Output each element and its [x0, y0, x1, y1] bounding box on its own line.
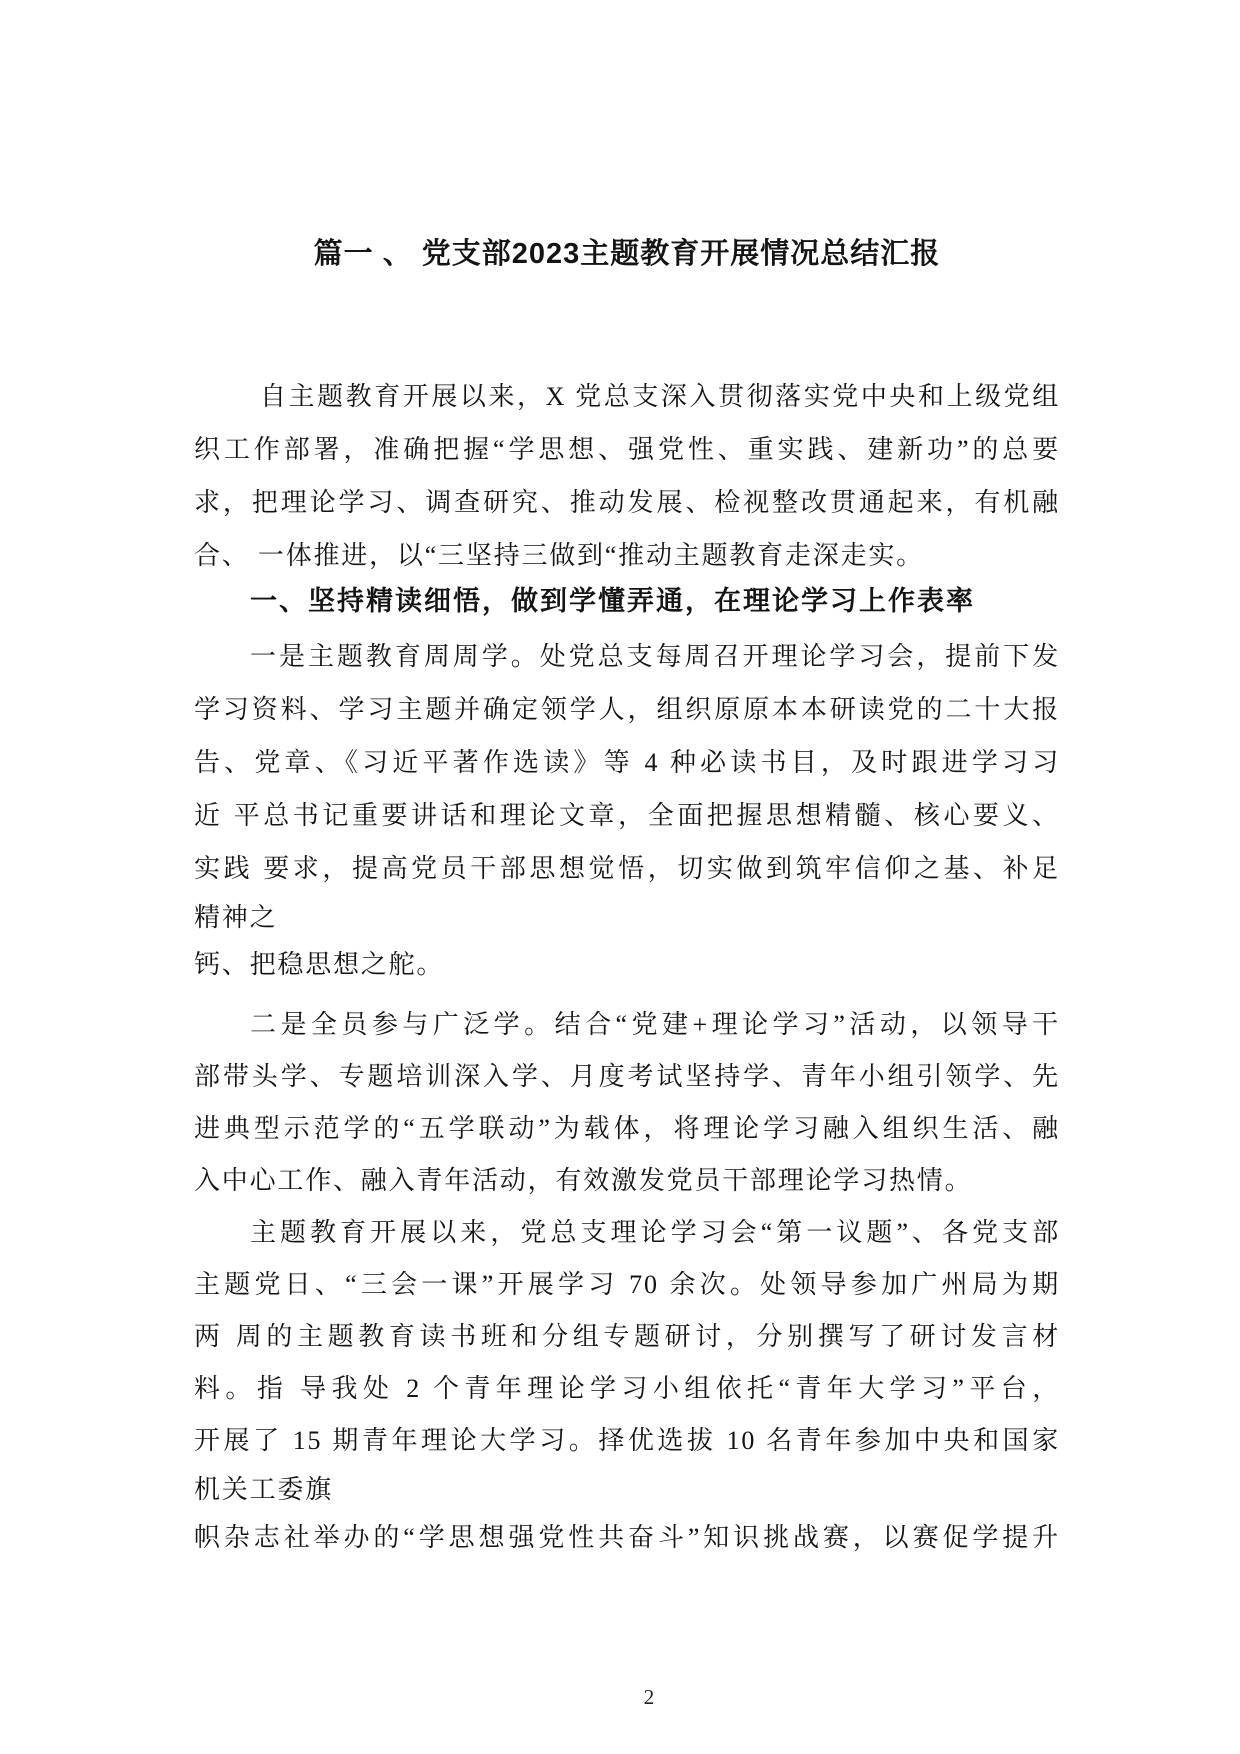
text-line: 开展了 15 期青年理论大学习。择优选拔 10 名青年参加中央和国家: [194, 1426, 1060, 1455]
text-line: 实践 要求，提高党员干部思想觉悟，切实做到筑牢信仰之基、补足: [194, 854, 1060, 883]
text-line: 进典型示范学的“五学联动”为载体，将理论学习融入组织生活、融: [194, 1114, 1060, 1143]
text-line: 近 平总书记重要讲话和理论文章，全面把握思想精髓、核心要义、: [194, 801, 1060, 830]
section-heading: 一、坚持精读细悟，做到学懂弄通，在理论学习上作表率: [250, 586, 975, 616]
text-line: 学习资料、学习主题并确定领学人，组织原原本本研读党的二十大报: [194, 695, 1060, 724]
text-line: 钙、把稳思想之舵。: [194, 950, 445, 979]
text-line: 机关工委旗: [194, 1475, 334, 1504]
text-line: 部带头学、专题培训深入学、月度考试坚持学、青年小组引领学、先: [194, 1062, 1060, 1091]
text-line: 织工作部署，准确把握“学思想、强党性、重实践、建新功”的总要: [194, 435, 1060, 464]
text-line: 合、 一体推进，以“三坚持三做到“推动主题教育走深走实。: [194, 541, 924, 570]
document-title: 篇一 、 党支部2023主题教育开展情况总结汇报: [313, 238, 941, 270]
text-line: 料。指 导我处 2 个青年理论学习小组依托“青年大学习”平台，: [194, 1374, 1060, 1403]
text-line: 两 周的主题教育读书班和分组专题研讨，分别撰写了研讨发言材: [194, 1322, 1060, 1351]
text-line: 一是主题教育周周学。处党总支每周召开理论学习会，提前下发: [250, 642, 1060, 671]
text-line: 主题党日、“三会一课”开展学习 70 余次。处领导参加广州局为期: [194, 1270, 1060, 1299]
paragraph: [194, 1207, 1060, 1563]
text-line: 求，把理论学习、调查研究、推动发展、检视整改贯通起来，有机融: [194, 488, 1060, 517]
paragraph: [194, 999, 1060, 1207]
text-line: 自主题教育开展以来，X 党总支深入贯彻落实党中央和上级党组: [260, 382, 1060, 411]
text-line: 帜杂志社举办的“学思想强党性共奋斗”知识挑战赛，以赛促学提升: [194, 1523, 1060, 1552]
page-number: 2: [643, 1685, 655, 1709]
text-line: 二是全员参与广泛学。结合“党建+理论学习”活动，以领导干: [250, 1010, 1060, 1039]
document-body: [194, 370, 1060, 1563]
text-line: 主题教育开展以来，党总支理论学习会“第一议题”、各党支部: [250, 1218, 1060, 1247]
text-line: 告、党章、《习近平著作选读》等 4 种必读书目，及时跟进学习习: [194, 748, 1060, 777]
paragraph: [194, 630, 1060, 989]
intro-paragraph: [194, 370, 1060, 582]
text-line: 精神之: [194, 903, 278, 932]
text-line: 入中心工作、融入青年活动，有效激发党员干部理论学习热情。: [194, 1166, 973, 1195]
